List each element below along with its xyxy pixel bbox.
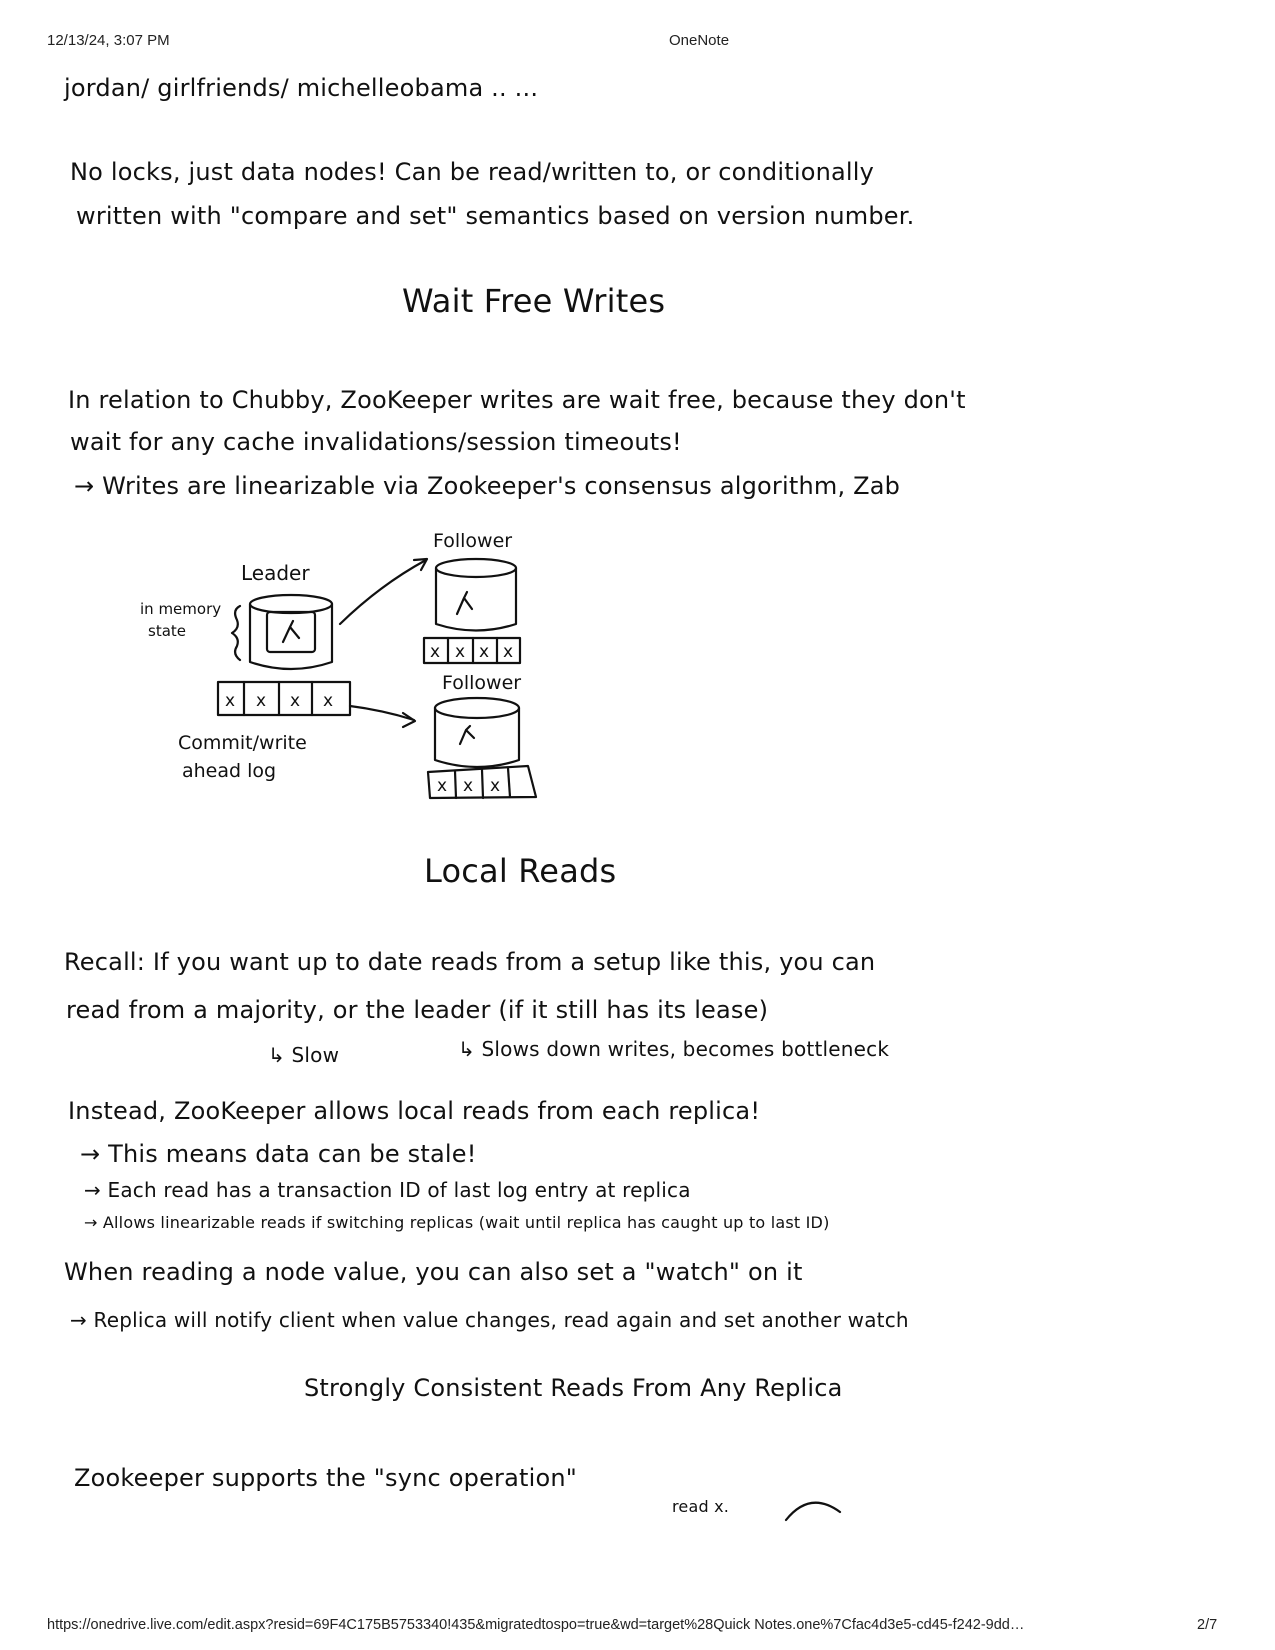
note-linearizable-line: → Allows linearizable reads if switching replicas (wait until replica has caught up to last ID)	[84, 1213, 830, 1232]
note-chubby-line1: In relation to Chubby, ZooKeeper writes are wait free, because they don't	[68, 386, 966, 414]
note-chubby-line2: wait for any cache invalidations/session timeouts!	[70, 428, 682, 456]
diagram-label-commit-write: Commit/write	[178, 732, 307, 754]
diagram-label-leader: Leader	[241, 561, 310, 585]
diagram-label-follower-bottom: Follower	[442, 672, 522, 694]
heading-wait-free-writes: Wait Free Writes	[402, 282, 666, 320]
log-entry-x: x	[225, 691, 236, 711]
log-entry-x: x	[256, 691, 267, 711]
follower-bottom-cylinder	[435, 698, 519, 767]
note-stale-line: → This means data can be stale!	[80, 1140, 477, 1168]
log-entry-x: x	[290, 691, 301, 711]
diagram-label-state: state	[148, 622, 186, 640]
log-entry-x: x	[430, 642, 441, 662]
log-entry-x: x	[463, 776, 474, 796]
note-txid-line: → Each read has a transaction ID of last log entry at replica	[84, 1178, 691, 1202]
note-recall-line2: read from a majority, or the leader (if it still has its lease)	[66, 996, 769, 1024]
note-read-x: read x.	[672, 1497, 730, 1516]
print-footer-url: https://onedrive.live.com/edit.aspx?resid=69F4C175B5753340!435&migratedtospo=true&wd=target%28Quick Notes.one%7Cfac4d3e5-cd45-f242-9dd…	[47, 1617, 1025, 1633]
print-app-title: OneNote	[669, 32, 730, 49]
note-watch-line: When reading a node value, you can also set a "watch" on it	[64, 1258, 803, 1286]
print-datetime: 12/13/24, 3:07 PM	[47, 32, 170, 49]
note-no-locks-line2: written with "compare and set" semantics based on version number.	[76, 202, 915, 230]
log-entry-x: x	[503, 642, 514, 662]
diagram-label-in-memory: in memory	[140, 600, 222, 618]
note-recall-line1: Recall: If you want up to date reads from a setup like this, you can	[64, 948, 876, 976]
log-entry-x: x	[437, 776, 448, 796]
log-entry-x: x	[479, 642, 490, 662]
note-path-line: jordan/ girlfriends/ michelleobama .. ...	[64, 74, 539, 102]
note-sync-line: Zookeeper supports the "sync operation"	[74, 1464, 578, 1492]
note-zab-line: → Writes are linearizable via Zookeeper's consensus algorithm, Zab	[74, 472, 901, 500]
note-no-locks-line1: No locks, just data nodes! Can be read/written to, or conditionally	[70, 158, 875, 186]
log-entry-x: x	[490, 776, 501, 796]
diagram-label-ahead-log: ahead log	[182, 760, 277, 782]
log-entry-x: x	[323, 691, 334, 711]
leader-cylinder	[250, 595, 332, 669]
heading-local-reads: Local Reads	[424, 852, 617, 890]
note-slows-writes: ↳ Slows down writes, becomes bottleneck	[458, 1037, 890, 1061]
log-entry-x: x	[455, 642, 466, 662]
heading-strongly-consistent-reads: Strongly Consistent Reads From Any Replica	[304, 1374, 843, 1402]
diagram-label-follower-top: Follower	[433, 530, 513, 552]
partial-sketch-arc	[780, 1490, 850, 1530]
follower-top-cylinder	[436, 559, 516, 631]
arrow-leader-to-top-follower	[340, 559, 427, 624]
note-slow: ↳ Slow	[268, 1043, 340, 1067]
note-notify-line: → Replica will notify client when value changes, read again and set another watch	[70, 1308, 909, 1332]
print-page-number: 2/7	[1197, 1617, 1218, 1633]
in-memory-brace	[232, 606, 240, 660]
arrow-log-to-bottom-follower	[350, 706, 415, 727]
note-instead-line: Instead, ZooKeeper allows local reads from each replica!	[68, 1097, 761, 1125]
